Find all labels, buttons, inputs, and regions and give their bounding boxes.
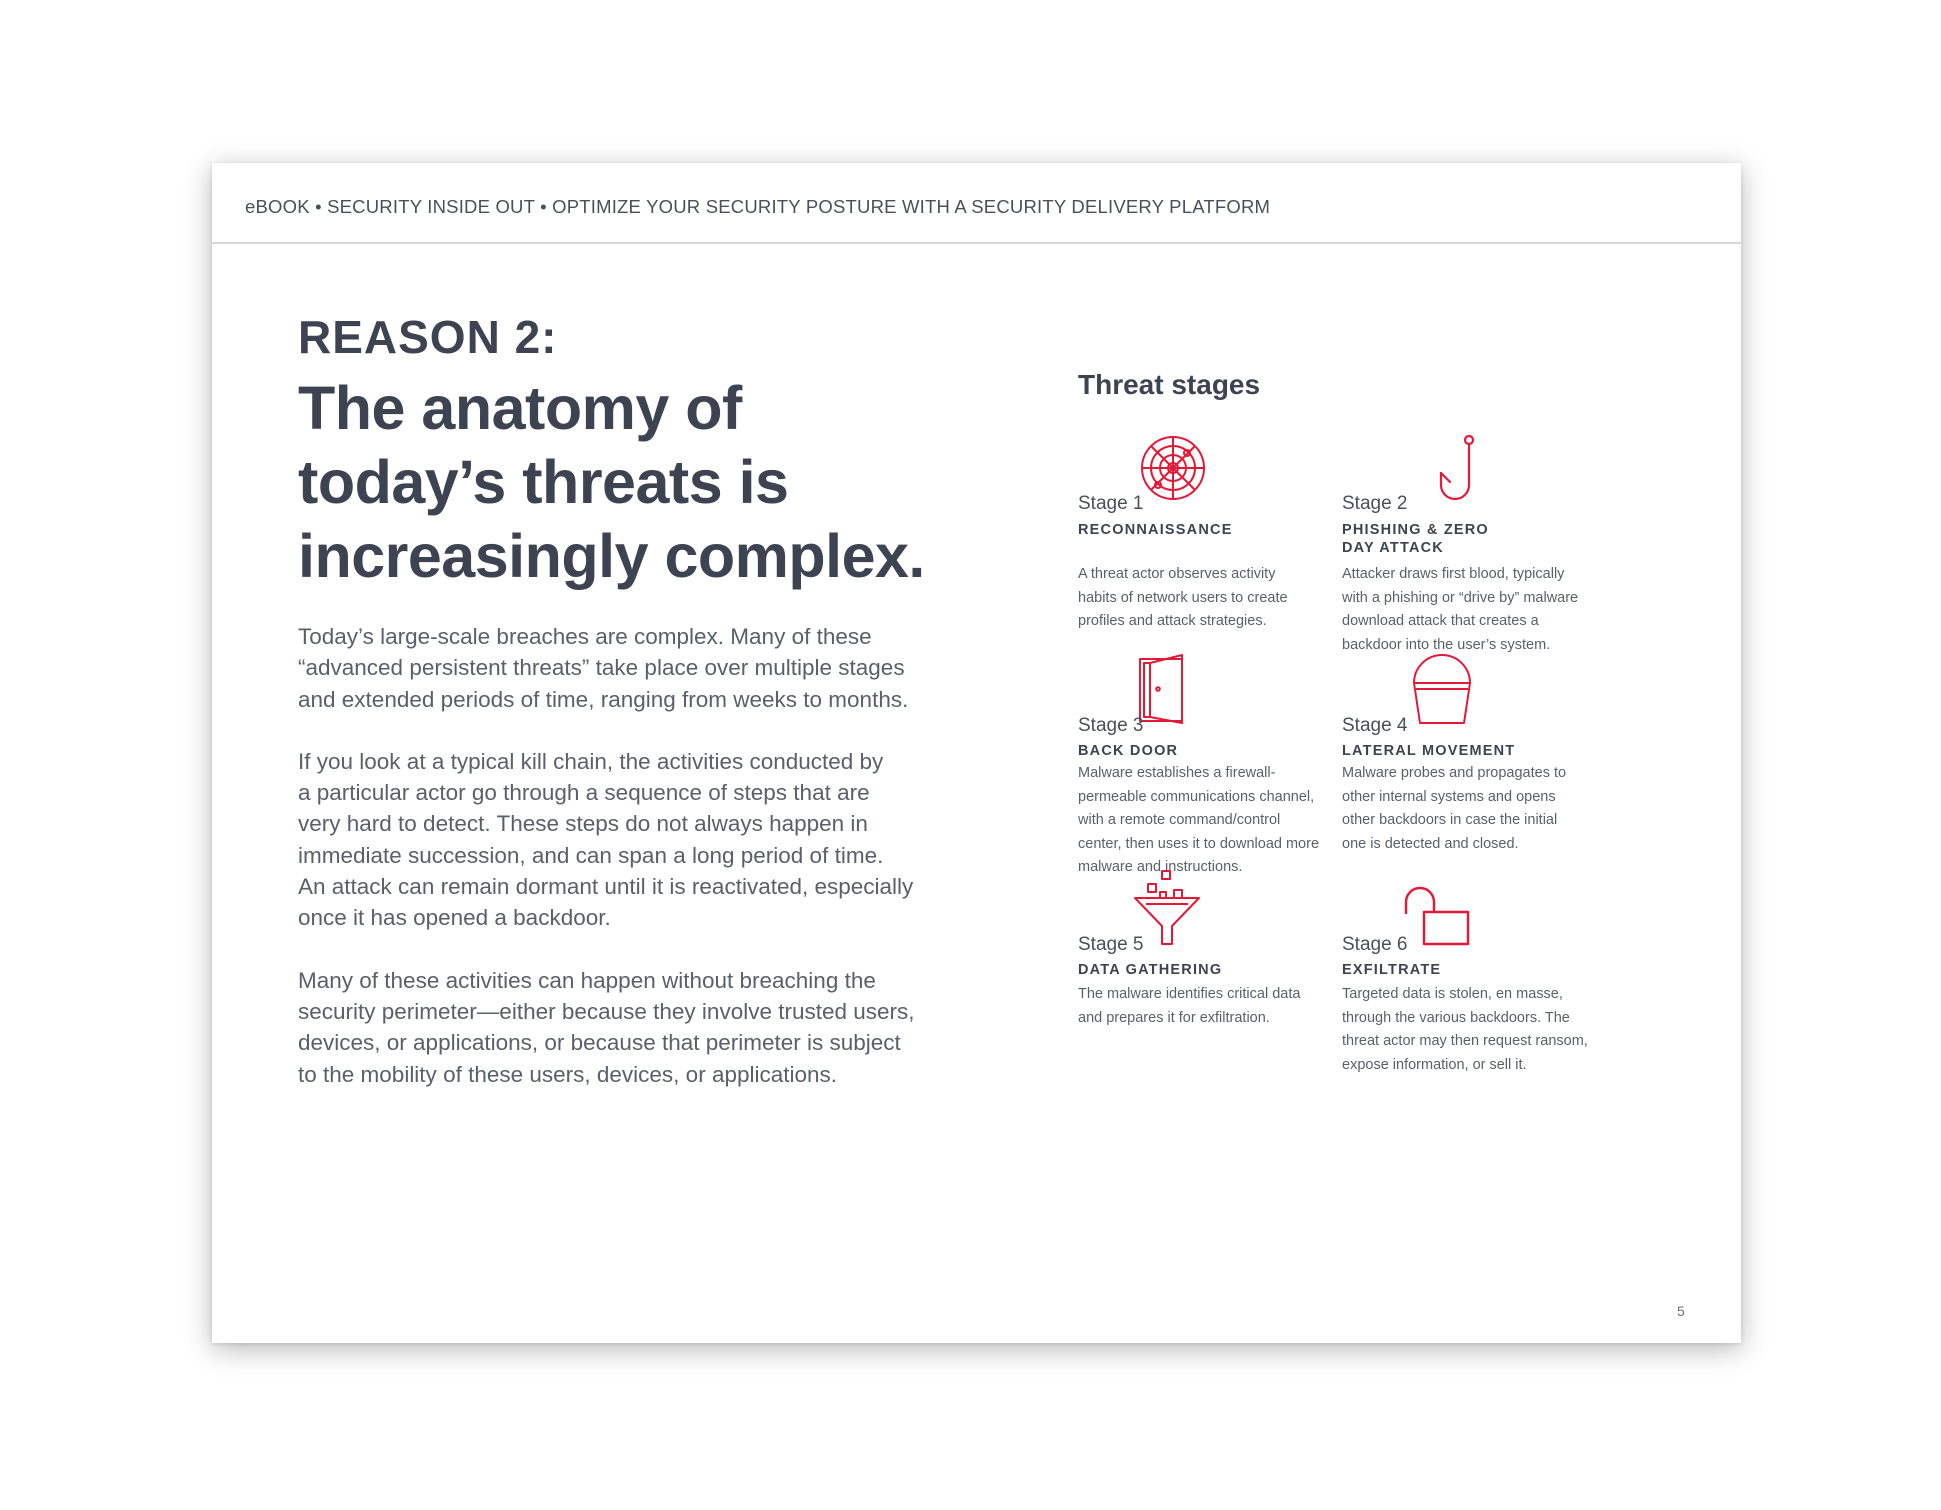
ebook-page [212, 163, 1741, 1343]
stage-number: Stage 2 [1342, 493, 1408, 514]
bucket-icon [1410, 653, 1474, 732]
stage-description: Attacker draws first blood, typically with a phishing or “drive by” malware download attack that creates a backdoor into the user’s system. [1342, 566, 1579, 653]
stage-number: Stage 1 [1078, 493, 1144, 514]
stage-name: RECONNAISSANCE [1078, 522, 1233, 538]
stage-description: Malware establishes a firewall- permeable communications channel, with a remote command/control center, then uses it to download more malware and instructions. [1078, 765, 1320, 875]
open-door-icon [1136, 653, 1188, 732]
threat-stages-title: Threat stages [1078, 369, 1261, 400]
body-paragraph-2: If you look at a typical kill chain, the activities conducted by a particular actor go through a sequence of steps that are very hard to detect. These steps do not always happen in immediate succession, and can span a long period of time. An attack can remain dormant until it is reactivated, especially once it has opened a backdoor. [298, 748, 914, 931]
body-paragraph-1: Today’s large-scale breaches are complex. Many of these “advanced persistent threats” take place over multiple stages and extended periods of time, ranging from weeks to months. [298, 624, 909, 712]
header-breadcrumb: eBOOK • SECURITY INSIDE OUT • OPTIMIZE YOUR SECURITY POSTURE WITH A SECURITY DELIVERY PLATFORM [245, 196, 1271, 217]
stage-number: Stage 5 [1078, 934, 1144, 955]
stage-description: A threat actor observes activity habits of network users to create profiles and attack strategies. [1078, 566, 1288, 629]
stage-number: Stage 4 [1342, 715, 1408, 736]
page-number: 5 [1677, 1303, 1685, 1319]
reason-kicker: REASON 2: [298, 311, 558, 363]
fishhook-icon [1430, 433, 1484, 510]
stage-1 [1078, 433, 1363, 663]
stage-name: EXFILTRATE [1342, 962, 1442, 978]
stage-name: PHISHING & ZERO DAY ATTACK [1342, 522, 1489, 556]
stage-description: The malware identifies critical data and prepares it for exfiltration. [1078, 986, 1301, 1026]
page-title [298, 371, 948, 593]
target-radar-icon [1138, 433, 1208, 508]
stage-name: LATERAL MOVEMENT [1342, 743, 1516, 759]
stage-6 [1342, 868, 1627, 1108]
stage-name: BACK DOOR [1078, 743, 1179, 759]
stage-description: Malware probes and propagates to other internal systems and opens other backdoors in case the initial one is detected and closed. [1342, 765, 1567, 852]
stage-number: Stage 6 [1342, 934, 1408, 955]
unlocked-padlock-icon [1400, 886, 1472, 953]
body-paragraph-3: Many of these activities can happen without breaching the security perimeter—either because they involve trusted users, devices, or applications, or because that perimeter is subject to the mobility of these users, devices, or applications. [298, 967, 915, 1087]
title-text: The anatomy of today’s threats is increasingly complex. [298, 374, 925, 590]
intro-section [298, 313, 948, 1090]
stage-name: DATA GATHERING [1078, 962, 1223, 978]
stage-5 [1078, 868, 1363, 1108]
stage-description: Targeted data is stolen, en masse, through the various backdoors. The threat actor may then request ransom, expose information, or sell it. [1342, 986, 1588, 1073]
stage-number: Stage 3 [1078, 715, 1144, 736]
page-header [212, 163, 1741, 244]
stage-2 [1342, 433, 1627, 663]
